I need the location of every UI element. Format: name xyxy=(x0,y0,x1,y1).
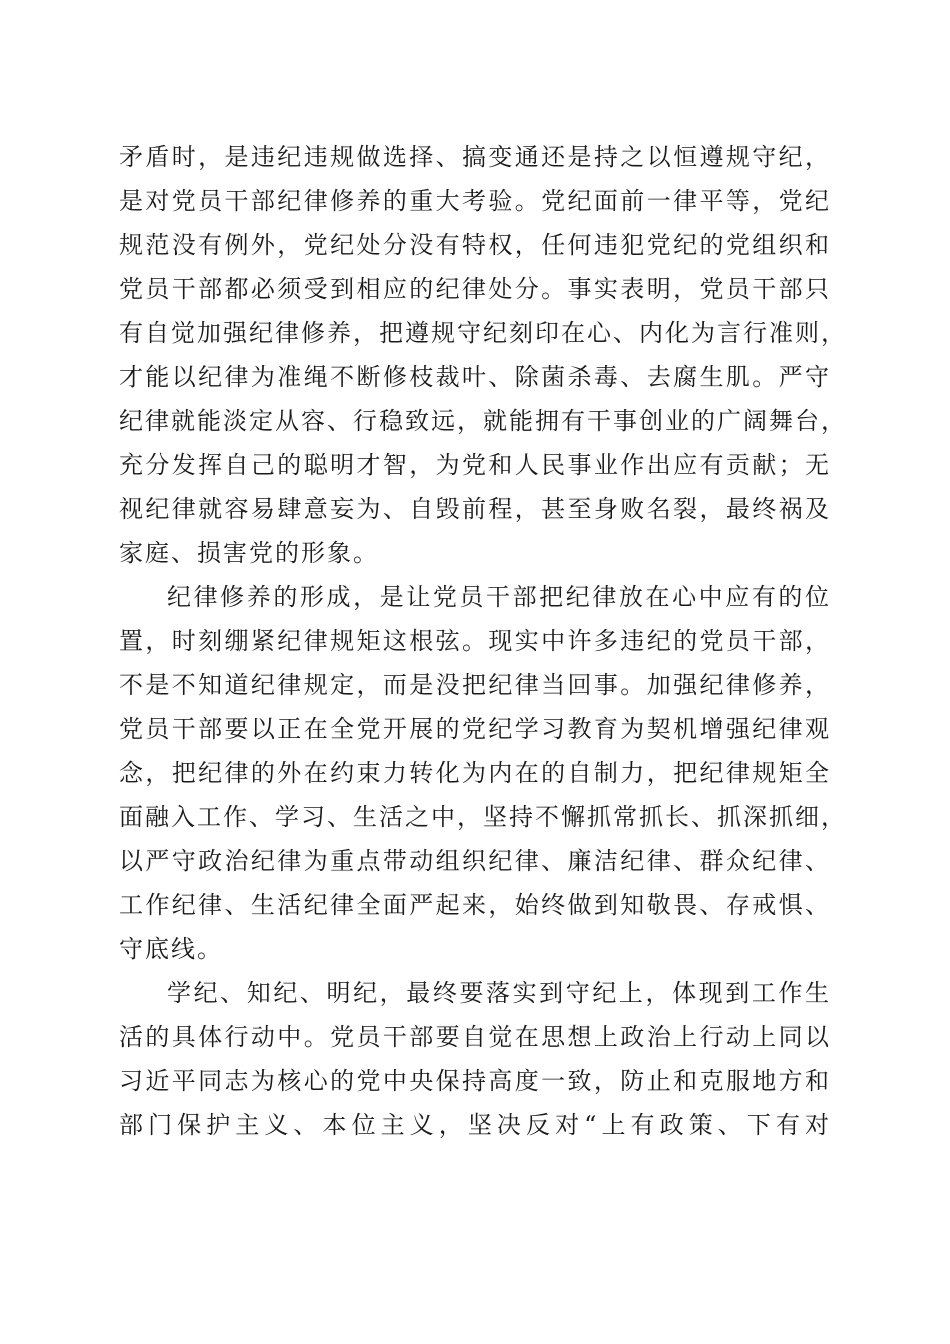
text-line-12: 置，时刻绷紧纪律规矩这根弦。现实中许多违纪的党员干部， xyxy=(119,627,831,655)
text-line-22: 习近平同志为核心的党中央保持高度一致，防止和克服地方和 xyxy=(119,1067,831,1095)
text-line-11: 纪律修养的形成，是让党员干部把纪律放在心中应有的位 xyxy=(167,583,831,611)
text-line-1: 矛盾时，是违纪违规做选择、搞变通还是持之以恒遵规守纪， xyxy=(119,143,831,171)
text-line-4: 党员干部都必须受到相应的纪律处分。事实表明，党员干部只 xyxy=(119,275,831,303)
text-line-23: 部门保护主义、本位主义，坚决反对“上有政策、下有对 xyxy=(119,1111,831,1139)
text-line-20: 学纪、知纪、明纪，最终要落实到守纪上，体现到工作生 xyxy=(167,979,831,1007)
text-line-2: 是对党员干部纪律修养的重大考验。党纪面前一律平等，党纪 xyxy=(119,187,831,215)
text-line-19: 守底线。 xyxy=(119,935,223,963)
text-line-16: 面融入工作、学习、生活之中，坚持不懈抓常抓长、抓深抓细， xyxy=(119,803,847,831)
text-line-15: 念，把纪律的外在约束力转化为内在的自制力，把纪律规矩全 xyxy=(119,759,831,787)
text-line-3: 规范没有例外，党纪处分没有特权，任何违犯党纪的党组织和 xyxy=(119,231,831,259)
text-line-5: 有自觉加强纪律修养，把遵规守纪刻印在心、内化为言行准则， xyxy=(119,319,847,347)
text-line-18: 工作纪律、生活纪律全面严起来，始终做到知敬畏、存戒惧、 xyxy=(119,891,831,919)
text-line-9: 视纪律就容易肆意妄为、自毁前程，甚至身败名裂，最终祸及 xyxy=(119,495,831,523)
text-line-7: 纪律就能淡定从容、行稳致远，就能拥有干事创业的广阔舞台， xyxy=(119,407,847,435)
text-line-21: 活的具体行动中。党员干部要自觉在思想上政治上行动上同以 xyxy=(119,1023,831,1051)
text-line-8: 充分发挥自己的聪明才智，为党和人民事业作出应有贡献；无 xyxy=(119,451,831,479)
text-line-17: 以严守政治纪律为重点带动组织纪律、廉洁纪律、群众纪律、 xyxy=(119,847,831,875)
text-line-14: 党员干部要以正在全党开展的党纪学习教育为契机增强纪律观 xyxy=(119,715,831,743)
body-text xyxy=(119,135,847,1147)
text-line-10: 家庭、损害党的形象。 xyxy=(119,539,379,567)
text-line-13: 不是不知道纪律规定，而是没把纪律当回事。加强纪律修养， xyxy=(119,671,831,699)
text-line-6: 才能以纪律为准绳不断修枝裁叶、除菌杀毒、去腐生肌。严守 xyxy=(119,363,831,391)
